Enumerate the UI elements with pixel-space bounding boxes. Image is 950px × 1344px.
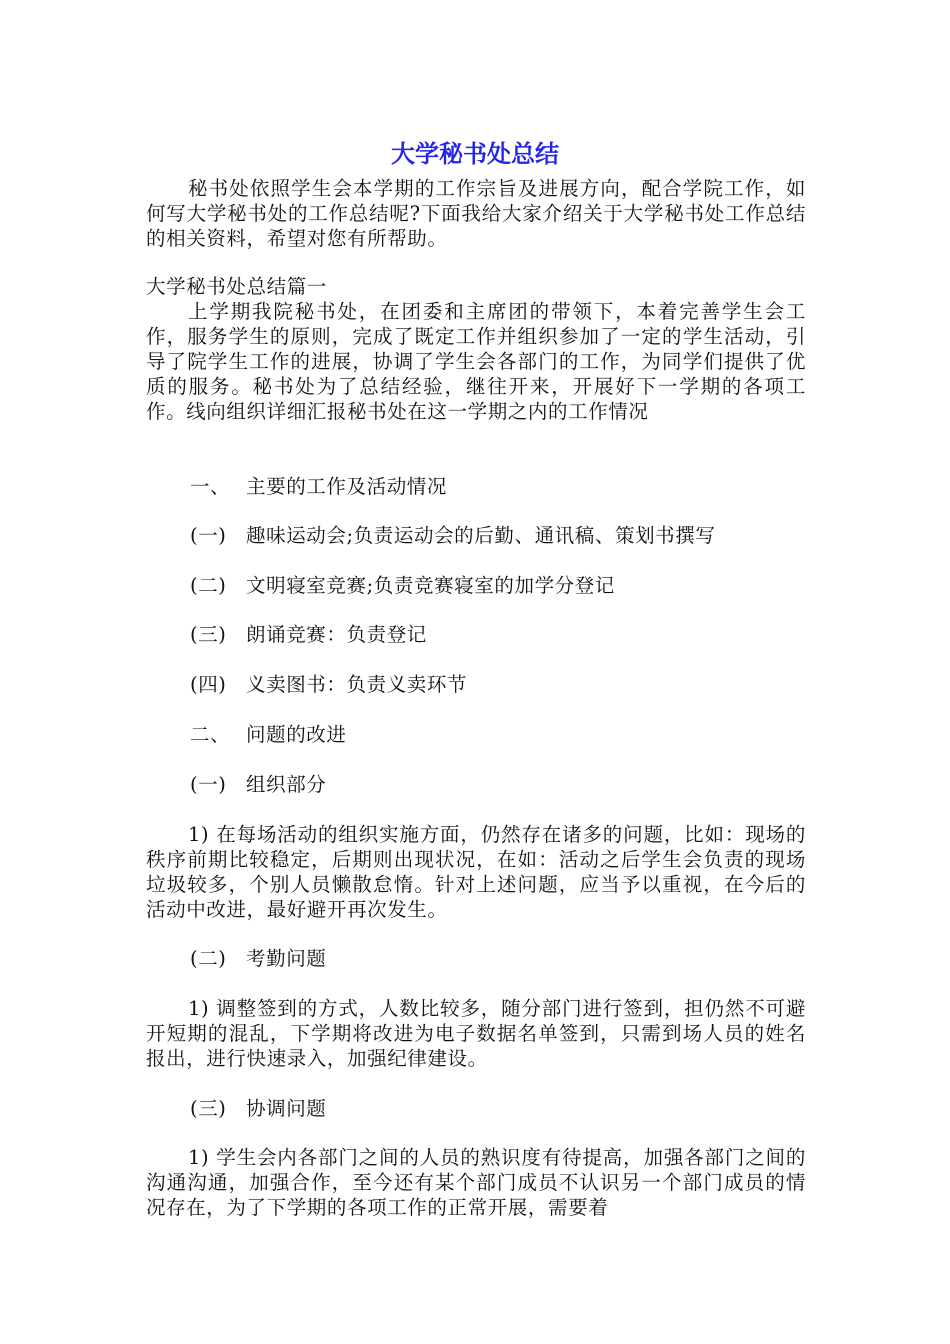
list-item: (一) 趣味运动会;负责运动会的后勤、通讯稿、策划书撰写 xyxy=(190,524,716,547)
list-item: 二、 问题的改进 xyxy=(190,723,347,746)
body-paragraph-4: 1) 学生会内各部门之间的人员的熟识度有待提高，加强各部门之间的沟通沟通，加强合作，至今还有某个部门成员不认识另一个部门成员的情况存在，为了下学期的各项工作的正常开展，需要着 xyxy=(146,1146,806,1219)
list-item: (三) 朗诵竞赛：负责登记 xyxy=(190,623,427,646)
list-item-coordination: (三) 协调问题 xyxy=(190,1097,327,1120)
intro-paragraph: 秘书处依照学生会本学期的工作宗旨及进展方向，配合学院工作，如何写大学秘书处的工作总结呢?下面我给大家介绍关于大学秘书处工作总结的相关资料，希望对您有所帮助。 xyxy=(146,177,806,250)
body-paragraph-2: 1) 在每场活动的组织实施方面，仍然存在诸多的问题，比如：现场的秩序前期比较稳定，后期则出现状况，在如：活动之后学生会负责的现场垃圾较多，个别人员懒散怠惰。针对上述问题，应当予以重视，在今后的活动中改进，最好避开再次发生。 xyxy=(146,823,806,921)
body-paragraph-1: 上学期我院秘书处，在团委和主席团的带领下，本着完善学生会工作，服务学生的原则，完成了既定工作并组织参加了一定的学生活动，引导了院学生工作的进展，协调了学生会各部门的工作，为同学们提供了优质的服务。秘书处为了总结经验，继往开来，开展好下一学期的各项工作。线向组织详细汇报秘书处在这一学期之内的工作情况 xyxy=(146,300,806,423)
list-item: (二) 文明寝室竞赛;负责竞赛寝室的加学分登记 xyxy=(190,574,615,597)
list-item: (一) 组织部分 xyxy=(190,773,327,796)
list-item: (四) 义卖图书：负责义卖环节 xyxy=(190,673,468,696)
document-title: 大学秘书处总结 xyxy=(391,140,559,168)
list-item: 一、 主要的工作及活动情况 xyxy=(190,475,448,498)
list-item-attendance: (二) 考勤问题 xyxy=(190,947,327,970)
body-paragraph-3: 1) 调整签到的方式，人数比较多，随分部门进行签到，担仍然不可避开短期的混乱，下学期将改进为电子数据名单签到，只需到场人员的姓名报出，进行快速录入，加强纪律建设。 xyxy=(146,997,806,1070)
section-heading: 大学秘书处总结篇一 xyxy=(146,275,327,298)
